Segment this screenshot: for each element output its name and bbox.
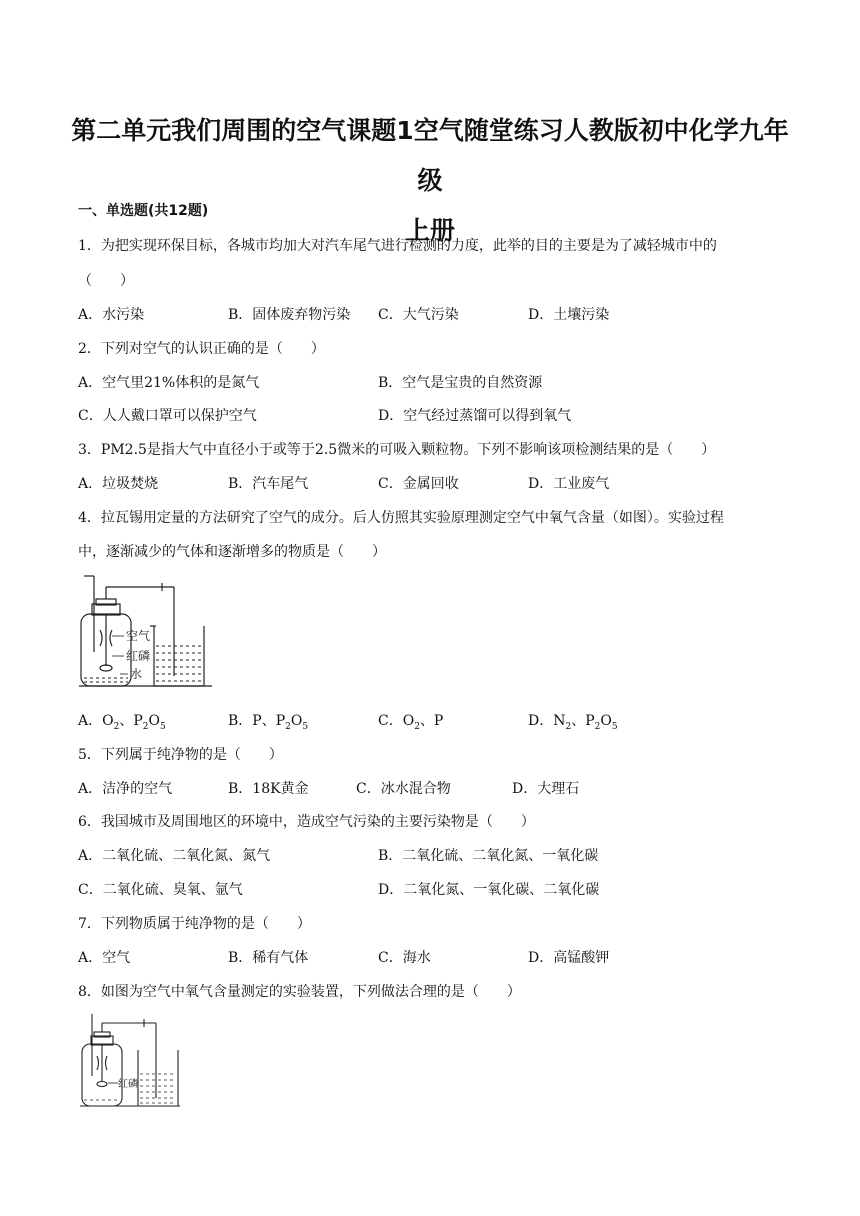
q2-option-c: C．人人戴口罩可以保护空气 xyxy=(78,408,257,424)
q6-option-b: B．二氧化硫、二氧化氮、一氧化碳 xyxy=(378,848,599,864)
title-line-2: 上册 xyxy=(404,216,455,245)
q1-stem-line2: （ ） xyxy=(78,273,134,289)
q7-option-c: C．海水 xyxy=(378,950,431,966)
q5-option-d: D．大理石 xyxy=(512,781,580,797)
q7-stem: 7．下列物质属于纯净物的是（ ） xyxy=(78,916,311,932)
q4-option-a: A．$O_2$、$P_2O_5$ xyxy=(78,713,166,732)
q1-option-b: B．固体废弃物污染 xyxy=(228,307,351,323)
q4-option-d: D．$N_2$、$P_2O_5$ xyxy=(528,713,618,732)
q7-option-d: D．高锰酸钾 xyxy=(528,950,610,966)
q2-option-a: A．空气里21%体积的是氮气 xyxy=(78,375,260,391)
q6-option-a: A．二氧化硫、二氧化氮、氮气 xyxy=(78,848,271,864)
q3-option-d: D．工业废气 xyxy=(528,476,610,492)
q2-option-d: D．空气经过蒸馏可以得到氧气 xyxy=(378,408,572,424)
title-line-1: 第二单元我们周围的空气课题1空气随堂练习人教版初中化学九年级 xyxy=(71,116,789,195)
q3-option-a: A．垃圾焚烧 xyxy=(78,476,159,492)
q8-apparatus-figure xyxy=(78,1012,184,1110)
q4-stem-line1: 4．拉瓦锡用定量的方法研究了空气的成分。后人仿照其实验原理测定空气中氧气含量（如图）。实验过程 xyxy=(78,510,724,526)
q6-option-c: C．二氧化硫、臭氧、氩气 xyxy=(78,882,243,898)
q3-option-c: C．金属回收 xyxy=(378,476,459,492)
q7-option-b: B．稀有气体 xyxy=(228,950,309,966)
q5-option-a: A．洁净的空气 xyxy=(78,781,173,797)
q5-option-b: B．18K黄金 xyxy=(228,781,309,797)
q2-option-b: B．空气是宝贵的自然资源 xyxy=(378,375,543,391)
section-heading: 一、单选题(共12题) xyxy=(78,203,209,219)
q4-option-c: C．$O_2$、P xyxy=(378,713,444,732)
page-title xyxy=(60,106,800,256)
q1-option-a: A．水污染 xyxy=(78,307,145,323)
q4-stem-line2: 中，逐渐减少的气体和逐渐增多的物质是（ ） xyxy=(78,544,386,560)
fig-label-air: 空气 xyxy=(126,629,151,643)
q2-stem: 2．下列对空气的认识正确的是（ ） xyxy=(78,341,325,357)
q6-option-d: D．二氧化氮、一氧化碳、二氧化碳 xyxy=(378,882,600,898)
q1-option-c: C．大气污染 xyxy=(378,307,459,323)
q4-apparatus-figure xyxy=(76,574,216,690)
q6-stem: 6．我国城市及周围地区的环境中，造成空气污染的主要污染物是（ ） xyxy=(78,814,535,830)
q5-option-c: C．冰水混合物 xyxy=(356,781,451,797)
q8-stem: 8．如图为空气中氧气含量测定的实验装置，下列做法合理的是（ ） xyxy=(78,984,521,1000)
q4-option-b: B．P、$P_2O_5$ xyxy=(228,713,309,732)
q1-stem-line1: 1．为把实现环保目标，各城市均加大对汽车尾气进行检测的力度，此举的目的主要是为了减轻城市中的 xyxy=(78,238,717,254)
q7-option-a: A．空气 xyxy=(78,950,131,966)
fig-label-red-phosphorus: 红磷 xyxy=(118,1079,138,1090)
q5-stem: 5．下列属于纯净物的是（ ） xyxy=(78,747,283,763)
q1-option-d: D．土壤污染 xyxy=(528,307,610,323)
q3-stem: 3．PM2.5是指大气中直径小于或等于2.5微米的可吸入颗粒物。下列不影响该项检测结果的是（ ） xyxy=(78,442,716,458)
q3-option-b: B．汽车尾气 xyxy=(228,476,309,492)
fig-label-red-phosphorus: 红磷 xyxy=(126,649,151,663)
fig-label-water: 水 xyxy=(130,667,143,681)
